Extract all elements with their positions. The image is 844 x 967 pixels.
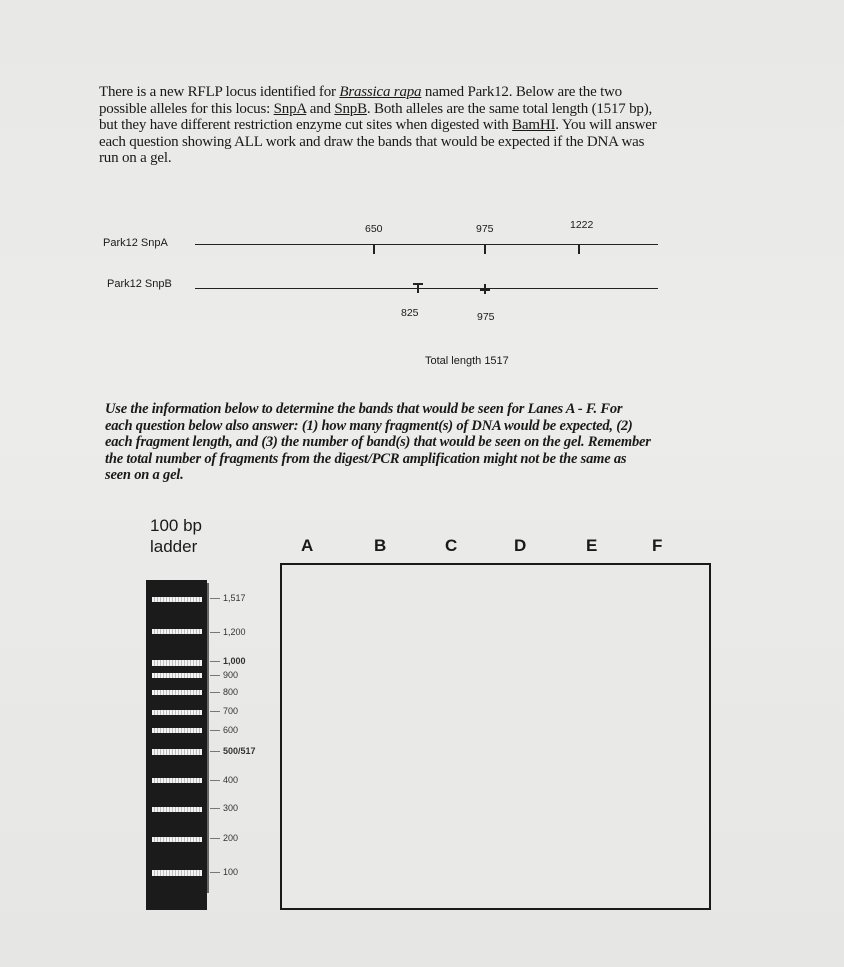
- marker-label: 1,000: [210, 656, 246, 666]
- marker-label: 700: [210, 706, 238, 716]
- species-name: Brassica rapa: [339, 84, 422, 100]
- marker-label: 900: [210, 670, 238, 680]
- lane-label-e: E: [586, 536, 598, 555]
- intro-text: . Both alleles are the same total length (1517 bp),: [366, 100, 653, 117]
- lane-label-d: D: [514, 536, 527, 555]
- gel-drawing-area[interactable]: [280, 563, 711, 910]
- allele-name: SnpB: [334, 100, 367, 117]
- intro-text: . You will answer: [555, 117, 657, 133]
- question-text: the total number of fragments from the digest/PCR amplification might not be the same as: [105, 450, 627, 467]
- snpb-cut-site-cross: [480, 289, 490, 291]
- snpa-sequence-line: [195, 244, 658, 245]
- enzyme-name: BamHI: [512, 117, 556, 133]
- marker-label: 600: [210, 725, 238, 735]
- marker-label: 300: [210, 803, 238, 813]
- intro-text: possible alleles for this locus:: [99, 100, 274, 117]
- marker-label: 1,200: [210, 627, 246, 637]
- intro-text: but they have different restriction enzyme cut sites when digested with: [99, 117, 513, 133]
- marker-rule: [207, 583, 209, 893]
- snpa-site-label: 975: [476, 223, 494, 235]
- question-text: each question below also answer: (1) how many fragment(s) of DNA would be expected, (2): [105, 417, 633, 434]
- ladder-title: [150, 515, 202, 557]
- total-length-label: Total length 1517: [425, 355, 509, 367]
- snpb-site-label: 825: [401, 307, 419, 319]
- snpb-label: Park12 SnpB: [107, 278, 172, 290]
- snpa-cut-site: [484, 244, 486, 254]
- ladder-band: [152, 870, 202, 876]
- intro-text: each question showing ALL work and draw the bands that would be expected if the DNA was: [99, 133, 645, 150]
- intro-text: There is a new RFLP locus identified for: [99, 84, 340, 100]
- marker-label: 500/517: [210, 746, 256, 756]
- marker-label: 400: [210, 775, 238, 785]
- lane-label-b: B: [374, 536, 387, 555]
- ladder-band: [152, 749, 202, 755]
- ladder-band: [152, 597, 202, 602]
- intro-text: named Park12. Below are the two: [421, 84, 622, 100]
- question-text: seen on a gel.: [105, 467, 184, 483]
- question-text: Use the information below to determine the bands that would be seen for Lanes A - F. For: [105, 401, 623, 417]
- ladder-band: [152, 728, 202, 733]
- question-text: each fragment length, and (3) the number of band(s) that would be seen on the gel. Remember: [105, 434, 651, 450]
- marker-label: 200: [210, 833, 238, 843]
- snpb-cut-site: [417, 283, 419, 293]
- lane-label-a: A: [301, 536, 314, 555]
- snpa-site-label: 1222: [570, 219, 594, 231]
- snpb-site-label: 975: [477, 311, 495, 323]
- snpb-sequence-line: [195, 288, 658, 289]
- snpb-cut-site-cross: [413, 283, 423, 285]
- ladder-band: [152, 660, 202, 666]
- ladder-band: [152, 837, 202, 842]
- ladder-gel-image: [146, 580, 207, 910]
- snpa-label: Park12 SnpA: [103, 237, 168, 249]
- ladder-band: [152, 710, 202, 715]
- marker-label: 800: [210, 687, 238, 697]
- intro-text: run on a gel.: [99, 150, 172, 166]
- ladder-band: [152, 673, 202, 678]
- marker-label: 1,517: [210, 593, 246, 603]
- lane-label-c: C: [445, 536, 458, 555]
- ladder-band: [152, 690, 202, 695]
- question-paragraph: [105, 401, 755, 484]
- snpa-site-label: 650: [365, 223, 383, 235]
- ladder-band: [152, 778, 202, 783]
- lane-label-f: F: [652, 536, 663, 555]
- ladder-band: [152, 807, 202, 812]
- ladder-title-line: 100 bp: [150, 516, 202, 535]
- marker-label: 100: [210, 867, 238, 877]
- ladder-title-line: ladder: [150, 537, 198, 556]
- ladder-band: [152, 629, 202, 634]
- snpa-cut-site: [578, 244, 580, 254]
- intro-paragraph: [99, 84, 749, 167]
- allele-name: SnpA: [273, 100, 307, 117]
- snpa-cut-site: [373, 244, 375, 254]
- intro-text: and: [306, 100, 335, 117]
